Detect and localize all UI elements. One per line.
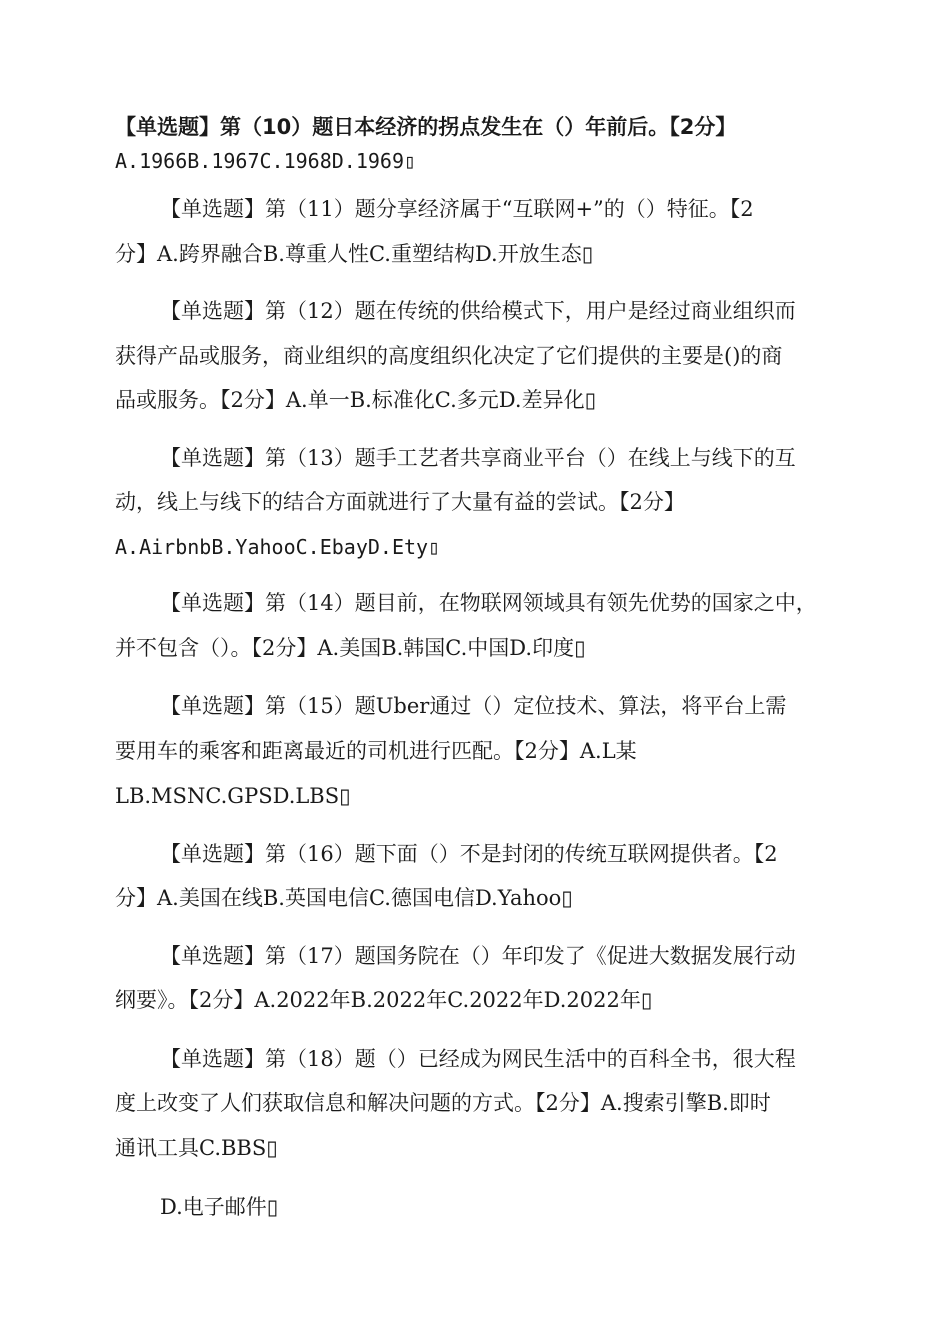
question-13-line-2: 动，线上与线下的结合方面就进行了大量有益的尝试。【2分】 (115, 490, 685, 514)
question-12-line-2: 获得产品或服务，商业组织的高度组织化决定了它们提供的主要是()的商 (115, 344, 783, 368)
question-15-line-1: 【单选题】第（15）题Uber通过（）定位技术、算法，将平台上需 (160, 694, 787, 718)
question-10-line-2: A.1966B.1967C.1968D.1969▯ (115, 149, 417, 173)
question-13-line-1: 【单选题】第（13）题手工艺者共享商业平台（）在线上与线下的互 (160, 446, 796, 470)
question-17-line-1: 【单选题】第（17）题国务院在（）年印发了《促进大数据发展行动 (160, 944, 796, 968)
question-18-line-2: 度上改变了人们获取信息和解决问题的方式。【2分】A.搜索引擎B.即时 (115, 1091, 771, 1115)
question-18-line-1: 【单选题】第（18）题（）已经成为网民生活中的百科全书，很大程 (160, 1047, 796, 1071)
question-13-line-3: A.AirbnbB.YahooC.EbayD.Ety▯ (115, 535, 441, 559)
question-10-line-1: 【单选题】第（10）题日本经济的拐点发生在（）年前后。【2分】 (115, 115, 737, 139)
question-15-line-3: LB.MSNC.GPSD.LBS▯ (115, 784, 351, 808)
question-11-line-2: 分】A.跨界融合B.尊重人性C.重塑结构D.开放生态▯ (115, 242, 594, 266)
question-11-line-1: 【单选题】第（11）题分享经济属于“互联网+”的（）特征。【2 (160, 197, 754, 221)
question-14-line-2: 并不包含（）。【2分】A.美国B.韩国C.中国D.印度▯ (115, 636, 586, 660)
question-17-line-2: 纲要》。【2分】A.2022年B.2022年C.2022年D.2022年▯ (115, 988, 653, 1012)
question-12-line-3: 品或服务。【2分】A.单一B.标准化C.多元D.差异化▯ (115, 388, 597, 412)
question-12-line-1: 【单选题】第（12）题在传统的供给模式下，用户是经过商业组织而 (160, 299, 796, 323)
question-14-line-1: 【单选题】第（14）题目前，在物联网领域具有领先优势的国家之中， (160, 591, 817, 615)
question-15-line-2: 要用车的乘客和距离最近的司机进行匹配。【2分】A.L某 (115, 739, 637, 763)
question-18-line-4: D.电子邮件▯ (160, 1195, 279, 1219)
question-18-line-3: 通讯工具C.BBS▯ (115, 1136, 278, 1160)
question-16-line-2: 分】A.美国在线B.英国电信C.德国电信D.Yahoo▯ (115, 886, 573, 910)
question-16-line-1: 【单选题】第（16）题下面（）不是封闭的传统互联网提供者。【2 (160, 842, 778, 866)
